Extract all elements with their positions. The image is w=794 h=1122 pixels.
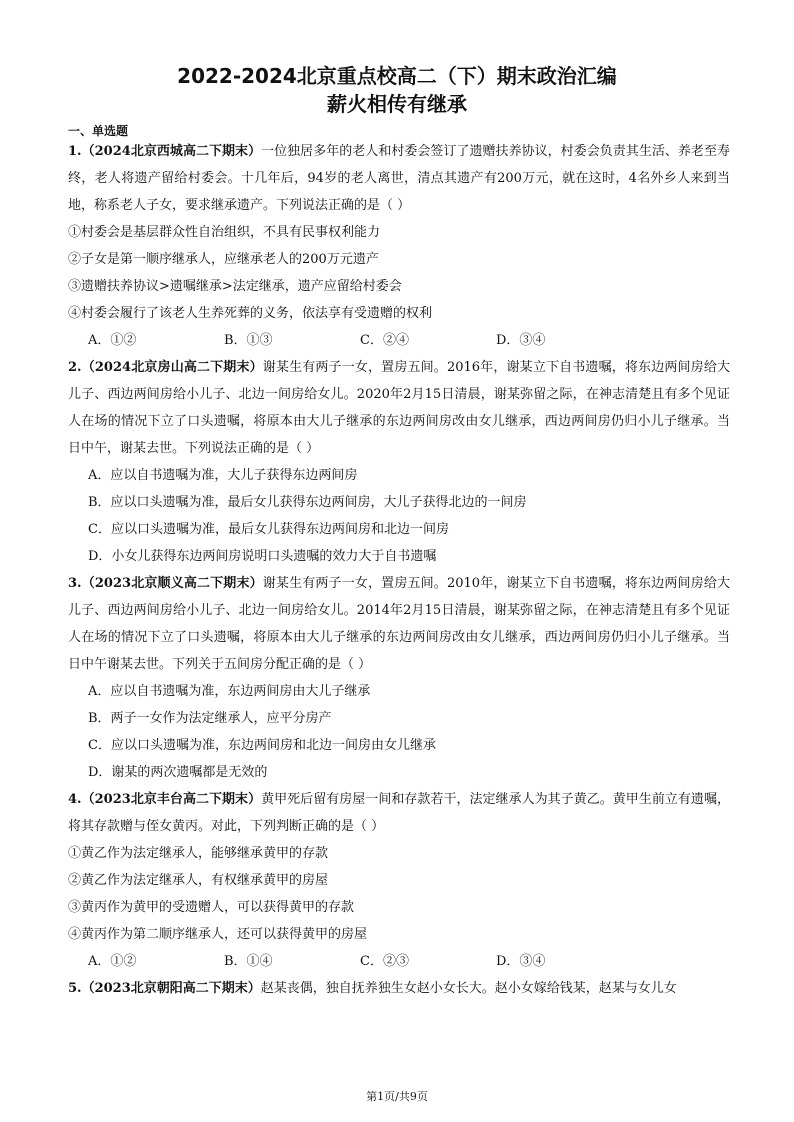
question-source: （2023北京顺义高二下期末）	[81, 576, 263, 591]
question-stem	[68, 354, 730, 462]
section-heading: 一、单选题	[68, 124, 129, 138]
question-1	[68, 138, 730, 354]
question-number: 1.	[68, 144, 82, 159]
answer-option: B．①④	[224, 954, 273, 969]
statement: ②黄乙作为法定继承人，有权继承黄甲的房屋	[68, 873, 329, 888]
question-source: （2023北京丰台高二下期末）	[81, 792, 262, 807]
answer-option: A．应以自书遗嘱为准，大儿子获得东边两间房	[88, 468, 358, 483]
statement: ④村委会履行了该老人生养死葬的义务，依法享有受遗赠的权利	[68, 306, 433, 321]
question-number: 5.	[68, 981, 82, 996]
answer-option: D．③④	[496, 954, 546, 969]
statement: ③黄丙作为黄甲的受遗赠人，可以获得黄甲的存款	[68, 900, 355, 915]
question-number: 2.	[68, 360, 82, 375]
page-title: 2022-2024北京重点校高二（下）期末政治汇编	[177, 64, 617, 88]
statement: ①村委会是基层群众性自治组织，不具有民事权利能力	[68, 225, 381, 240]
answer-option: A．①②	[88, 333, 137, 348]
answer-options	[68, 327, 730, 354]
question-stem	[68, 975, 730, 1002]
question-stem	[68, 570, 730, 678]
question-text: 一位独居多年的老人和村委会签订了遗赠扶养协议，村委会负责其生活、养老至寿终，老人将遗产留给村委会。十几年后，94岁的老人离世，清点其遗产有200万元，就在这时，4名外乡人来到当地，称系老人子女，要求继承遗产。下列说法正确的是（ ）	[68, 144, 730, 213]
answer-option: B．应以口头遗嘱为准，最后女儿获得东边两间房，大儿子获得北边的一间房	[88, 495, 527, 510]
answer-option: A．①②	[88, 954, 137, 969]
question-text: 赵某丧偶，独自抚养独生女赵小女长大。赵小女嫁给钱某，赵某与女儿女	[260, 981, 677, 996]
question-2	[68, 354, 730, 570]
statement: ③遗赠扶养协议>遗嘱继承>法定继承，遗产应留给村委会	[68, 279, 402, 294]
answer-option: B．①③	[224, 333, 273, 348]
question-3	[68, 570, 730, 786]
question-stem	[68, 786, 730, 840]
answer-option: C．②③	[360, 954, 409, 969]
answer-option: D．小女儿获得东边两间房说明口头遗嘱的效力大于自书遗嘱	[88, 549, 437, 564]
question-number: 3.	[68, 576, 82, 591]
question-5	[68, 975, 730, 1002]
question-list	[68, 138, 730, 1002]
question-text: 谢某生有两子一女，置房五间。2010年，谢某立下自书遗嘱，将东边两间房给大儿子、西边两间房给小儿子、北边一间房给女儿。2014年2月15日清晨，谢某弥留之际，在神志清楚且有多个见证人在场的情况下立了口头遗嘱，将原本由大儿子继承的东边两间房改由女儿继承，西边两间房仍归小儿子继承。当日中午谢某去世。下列关于五间房分配正确的是（ ）	[68, 576, 730, 672]
question-source: （2023北京朝阳高二下期末）	[81, 981, 261, 996]
answer-options	[68, 948, 730, 975]
question-number: 4.	[68, 792, 82, 807]
page-subtitle: 薪火相传有继承	[327, 92, 467, 116]
question-text: 黄甲死后留有房屋一间和存款若干，法定继承人为其子黄乙。黄甲生前立有遗嘱，将其存款赠与侄女黄丙。对此，下列判断正确的是（ ）	[68, 792, 730, 834]
question-source: （2024北京西城高二下期末）	[81, 144, 262, 159]
answer-option: C．应以口头遗嘱为准，最后女儿获得东边两间房和北边一间房	[88, 522, 449, 537]
answer-option: D．谢某的两次遗嘱都是无效的	[88, 765, 268, 780]
answer-option: D．③④	[496, 333, 546, 348]
question-stem	[68, 138, 730, 219]
statement: ②子女是第一顺序继承人，应继承老人的200万元遗产	[68, 252, 379, 267]
question-text: 谢某生有两子一女，置房五间。2016年，谢某立下自书遗嘱，将东边两间房给大儿子、西边两间房给小儿子、北边一间房给女儿。2020年2月15日清晨，谢某弥留之际，在神志清楚且有多个见证人在场的情况下立了口头遗嘱，将原本由大儿子继承的东边两间房改由女儿继承，西边两间房仍归小儿子继承。当日中午，谢某去世。下列说法正确的是（ ）	[68, 360, 730, 456]
answer-option: C．②④	[360, 333, 409, 348]
question-4	[68, 786, 730, 975]
page-footer: 第1页/共9页	[366, 1090, 428, 1103]
answer-option: B．两子一女作为法定继承人，应平分房产	[88, 711, 332, 726]
question-source: （2024北京房山高二下期末）	[81, 360, 263, 375]
statement: ①黄乙作为法定继承人，能够继承黄甲的存款	[68, 846, 329, 861]
answer-option: C．应以口头遗嘱为准，东边两间房和北边一间房由女儿继承	[88, 738, 436, 753]
answer-option: A．应以自书遗嘱为准，东边两间房由大儿子继承	[88, 684, 371, 699]
statement: ④黄丙作为第二顺序继承人，还可以获得黄甲的房屋	[68, 927, 368, 942]
